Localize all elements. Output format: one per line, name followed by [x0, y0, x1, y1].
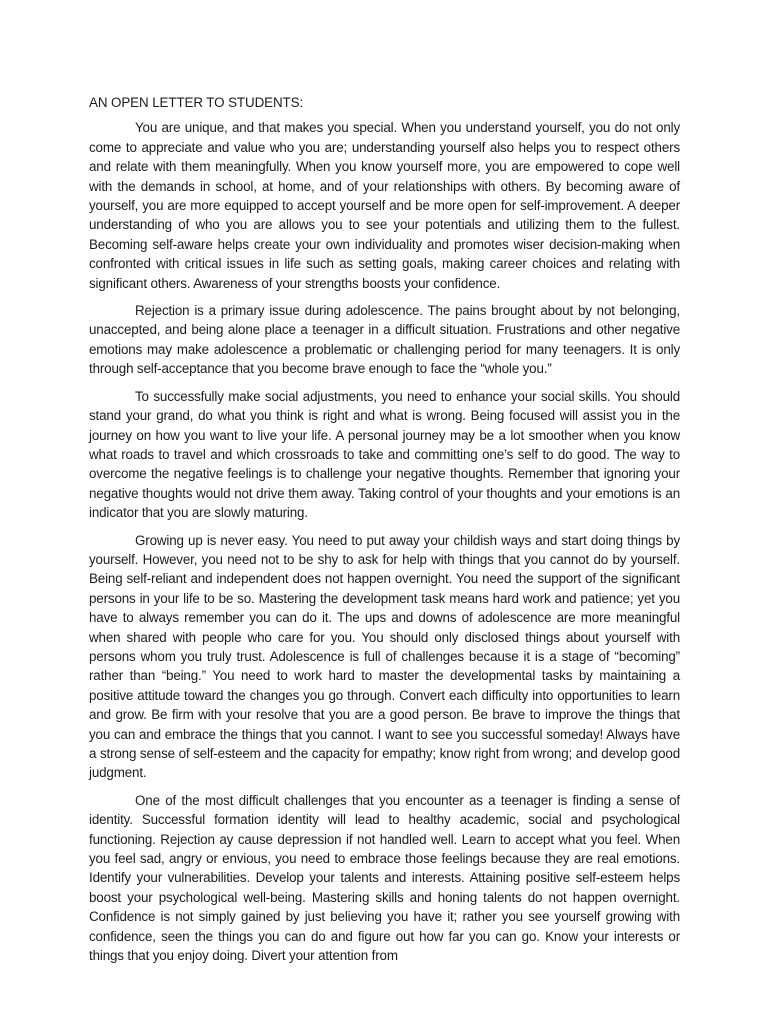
paragraph-rejection: Rejection is a primary issue during adolescence. The pains brought about by not belonging, unaccepted, and being alone place a teenager in a difficult situation. Frustrations and other negative emotions may make adolescence a problematic or challenging period for many teenagers. It is only through self-acceptance that you become brave enough to face the “whole you.”	[89, 303, 680, 377]
paragraph-identity: One of the most difficult challenges that you encounter as a teenager is finding a sense of identity. Successful formation identity will lead to healthy academic, social and psychological functioning. Rejection ay cause depression if not handled well. Learn to accept what you feel. When you feel sad, angry or envious, you need to embrace those feelings because they are real emotions. Identify your vulnerabilities. Develop your talents and interests. Attaining positive self-esteem helps boost your psychological well-being. Mastering skills and honing talents do not happen overnight. Confidence is not simply gained by just believing you have it; rather you see yourself growing with confidence, seen the things you can do and figure out how far you can go. Know your interests or things that you enjoy doing. Divert your attention from	[89, 792, 680, 964]
paragraph-self-understanding: You are unique, and that makes you special. When you understand yourself, you do not only come to appreciate and value who you are; understanding yourself also helps you to respect others and relate with them meaningfully. When you know yourself more, you are empowered to cope well with the demands in school, at home, and of your relationships with others. By becoming aware of yourself, you are more equipped to accept yourself and be more open for self-improvement. A deeper understanding of who you are allows you to see your potentials and utilizing them to the fullest. Becoming self-aware helps create your own individuality and promotes wiser decision-making when confronted with critical issues in life such as setting goals, making career choices and relating with significant others. Awareness of your strengths boosts your confidence.	[89, 120, 680, 291]
paragraph-social-adjustments: To successfully make social adjustments, you need to enhance your social skills. You should stand your grand, do what you think is right and what is wrong. Being focused will assist you in the journey on how you want to live your life. A personal journey may be a lot smoother when you know what roads to travel and which crossroads to take and committing one’s self to do good. The way to overcome the negative feelings is to challenge your negative thoughts. Remember that ignoring your negative thoughts would not drive them away. Taking control of your thoughts and your emotions is an indicator that you are slowly maturing.	[89, 388, 680, 521]
letter-page	[89, 93, 680, 973]
letter-title: AN OPEN LETTER TO STUDENTS:	[89, 95, 304, 110]
paragraph-growing-up: Growing up is never easy. You need to put away your childish ways and start doing things by yourself. However, you need not to be shy to ask for help with things that you cannot do by yourself. Being self-reliant and independent does not happen overnight. You need the support of the significant persons in your life to be so. Mastering the development task means hard work and patience; yet you have to always remember you can do it. The ups and downs of adolescence are more meaningful when shared with people who care for you. You should only disclosed things about yourself with persons whom you truly trust. Adolescence is full of challenges because it is a stage of “becoming” rather than “being.” You need to work hard to master the developmental tasks by maintaining a positive attitude toward the changes you go through. Convert each difficulty into opportunities to learn and grow. Be firm with your resolve that you are a good person. Be brave to improve the things that you can and embrace the things that you cannot. I want to see you successful someday! Always have a strong sense of self-esteem and the capacity for empathy; know right from wrong; and develop good judgment.	[89, 532, 680, 781]
